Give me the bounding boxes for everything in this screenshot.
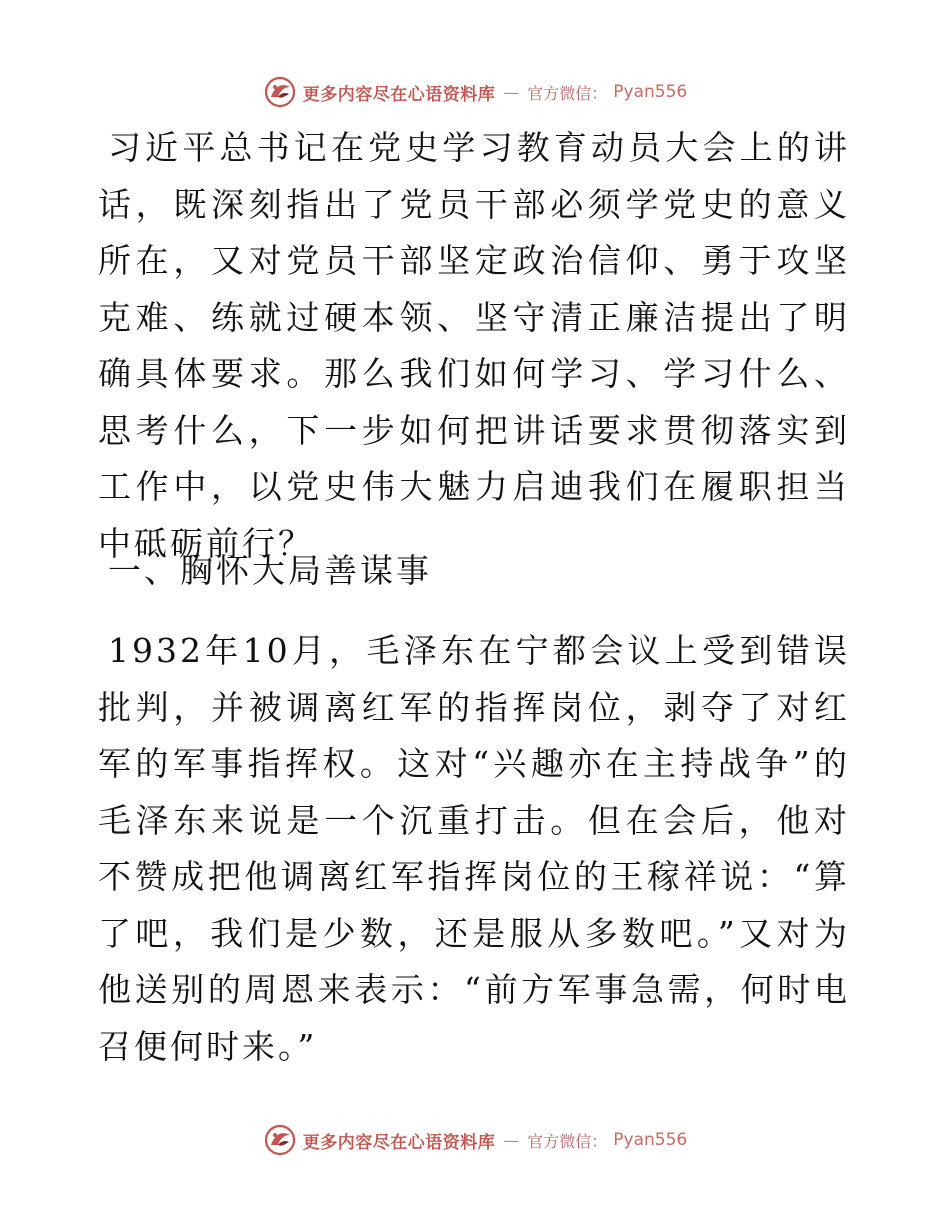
watermark-wechat-label: 官方微信： <box>527 1131 608 1151</box>
intro-paragraph: 习近平总书记在党史学习教育动员大会上的讲话，既深刻指出了党员干部必须学党史的意义所在，又对党员干部坚定政治信仰、勇于攻坚克难、练就过硬本领、坚守清正廉洁提出了明确具体要求。那么我们如何学习、学习什么、思考什么，下一步如何把讲话要求贯彻落实到工作中，以党史伟大魅力启迪我们在履职担当中砥砺前行？ <box>98 128 850 563</box>
watermark-wechat-id: Pyan556 <box>613 82 688 102</box>
watermark-brand: 更多内容尽在心语资料库 <box>302 84 496 105</box>
flame-seal-logo-icon <box>263 75 297 109</box>
header-watermark <box>0 72 950 112</box>
footer-watermark <box>0 1120 950 1160</box>
watermark-brand: 更多内容尽在心语资料库 <box>302 1132 496 1153</box>
watermark-separator: — <box>503 82 520 102</box>
section-heading: 一、胸怀大局善谋事 <box>108 551 432 590</box>
flame-seal-logo-icon <box>263 1123 297 1157</box>
watermark-wechat-id: Pyan556 <box>613 1130 688 1150</box>
watermark-wechat-label: 官方微信： <box>527 83 608 103</box>
watermark-separator: — <box>503 1130 520 1150</box>
section-body-paragraph: 1932年10月，毛泽东在宁都会议上受到错误批判，并被调离红军的指挥岗位，剥夺了对红军的军事指挥权。这对“兴趣亦在主持战争”的毛泽东来说是一个沉重打击。但在会后，他对不赞成把他调离红军指挥岗位的王稼祥说：“算了吧，我们是少数，还是服从多数吧。”又对为他送别的周恩来表示：“前方军事急需，何时电召便何时来。” <box>98 631 850 1066</box>
